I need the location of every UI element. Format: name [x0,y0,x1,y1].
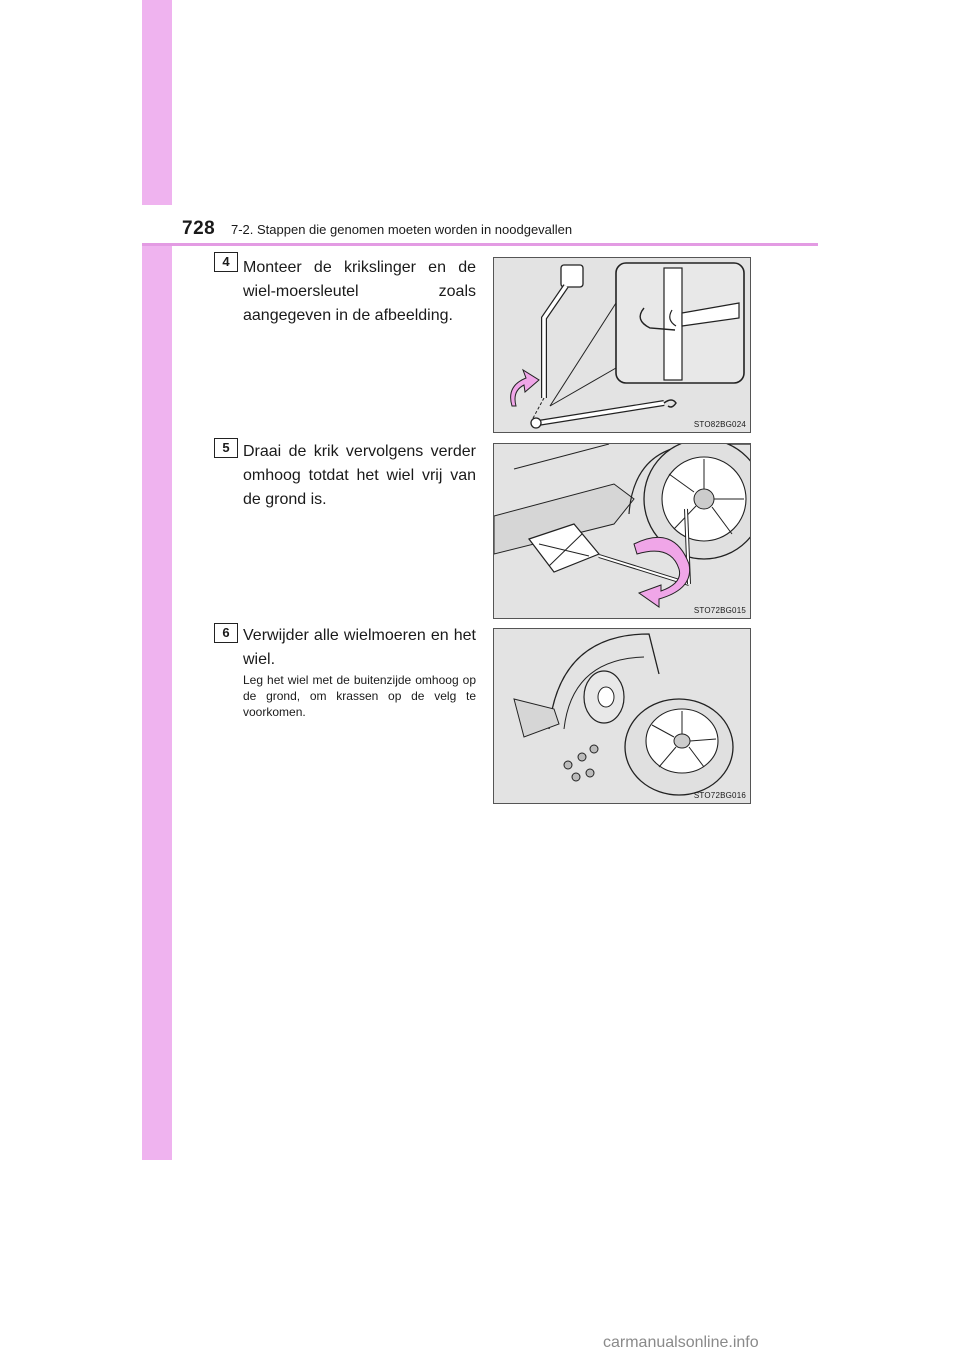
rotation-arrow-icon [511,370,539,406]
figure-code: STO72BG015 [693,606,746,615]
lug-nuts-icon [564,745,598,781]
jack-handle-illustration [494,258,750,432]
figure-remove-wheel [493,628,751,804]
raise-jack-illustration [494,444,750,618]
section-title: 7-2. Stappen die genomen moeten worden in noodgevallen [231,222,573,237]
step-4-text: Monteer de krikslinger en de wiel-moersleutel zoals aangegeven in de afbeelding. [243,259,476,324]
step-number-4: 4 [214,252,238,272]
header-rule [142,243,818,246]
step-6-text: Verwijder alle wielmoeren en het wiel. [243,627,476,668]
watermark: carmanualsonline.info [603,1334,759,1351]
figure-code: STO82BG024 [693,420,746,429]
section-tab-sidebar [142,0,172,1160]
figure-code: STO72BG016 [693,791,746,800]
figure-raise-jack [493,443,751,619]
figure-jack-handle-assembly [493,257,751,433]
step-number-5: 5 [214,438,238,458]
step-6-note: Leg het wiel met de buitenzijde omhoog op de grond, om krassen op de velg te voorkomen. [243,673,476,719]
remove-wheel-illustration [494,629,750,803]
step-5-text: Draai de krik vervolgens verder omhoog totdat het wiel vrij van de grond is. [243,443,476,508]
step-number-6: 6 [214,623,238,643]
page-number: 728 [182,218,216,239]
